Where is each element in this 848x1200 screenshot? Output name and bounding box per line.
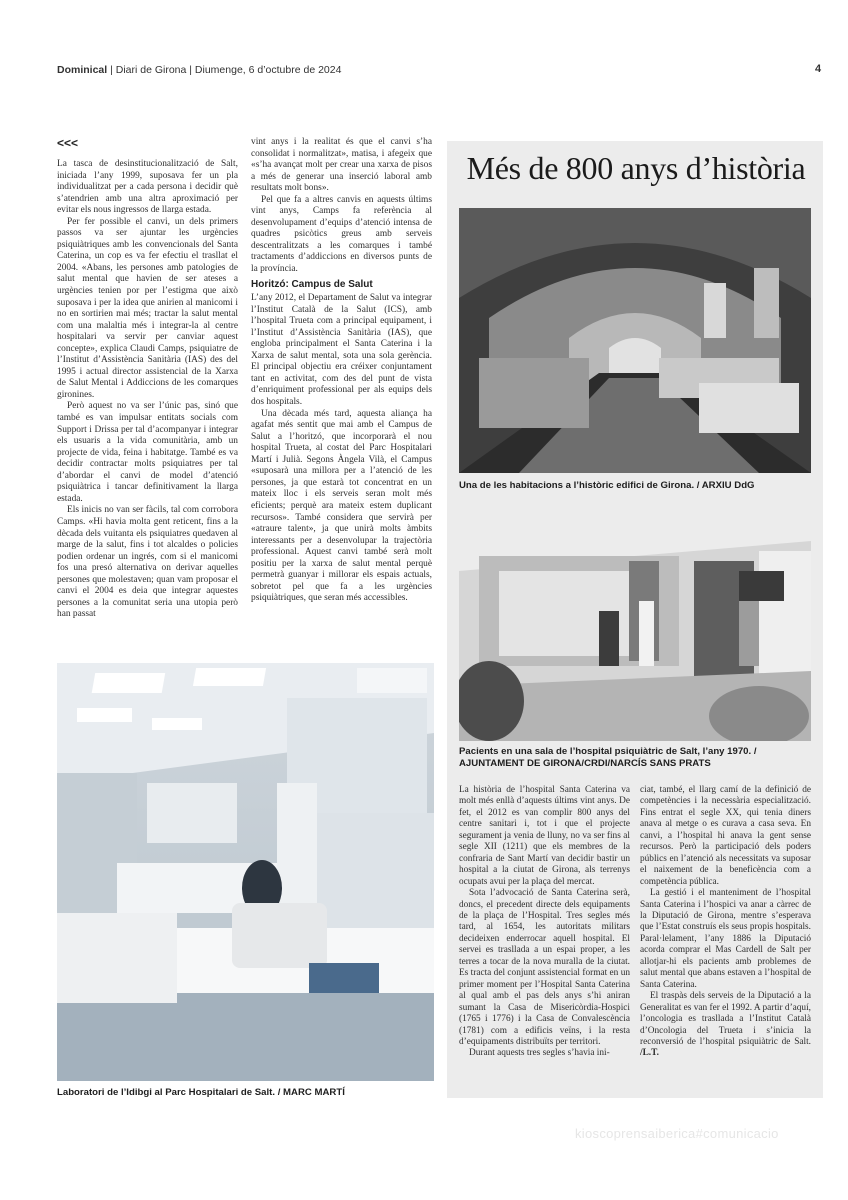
paragraph: Per fer possible el canvi, un dels primers passos va ser ajuntar les urgències psiquiàtriques amb les convencionals del Santa Caterina, un cop es va fer efectiu el trasllat el 2004. «Abans, les persones amb patologies de salut mental que havien de ser ateses a urgències tenien por per l’estigma que això suposava i per la idea que anirien al manicomi i no en sortirien mai més; tractar la salut mental com una malaltia més i integrar-la al centre hospitalari va servir per canviar aquest concepte», explica Claudi Camps, psiquiatre de l’Institut d’Assistència Sanitària (IAS) des del 1995 i actual director assistencial de la Xarxa de Salut Mental i Addiccions de les comarques gironines. <box>57 216 238 400</box>
patients-room-photo <box>459 501 811 741</box>
page-number: 4 <box>815 63 822 75</box>
lab-photo-illustration <box>57 663 434 1081</box>
watermark: kioscoprensaiberica#comunicacio <box>575 1126 779 1141</box>
paragraph: La gestió i el manteniment de l’hospital Santa Caterina i l’hospici va anar a càrrec de la Diputació de Girona, mentre s’esperava que l’Estat construís els seus propis hospitals. Paral·lelament, l’any 1886 la Diputació acorda comprar el Mas Cardell de Salt per allotjar-hi els pacients amb problemes de salut mental que abans estaven a l’hospital de Santa Caterina. <box>640 888 811 990</box>
sidebar-title: Més de 800 anys d’història <box>466 150 806 186</box>
patients-room-caption-credit: AJUNTAMENT DE GIRONA/CRDI/NARCÍS SANS PRATS <box>459 757 711 769</box>
lab-photo-caption: Laboratori de l’Idibgi al Parc Hospitalari de Salt. / MARC MARTÍ <box>57 1087 345 1098</box>
section-name: Dominical <box>57 64 108 76</box>
historic-ward-caption: Una de les habitacions a l’històric edifici de Girona. / ARXIU DdG <box>459 480 755 491</box>
sidebar-column-1 <box>459 785 630 1060</box>
paragraph: Pel que fa a altres canvis en aquests últims vint anys, Camps fa referència al desenvolupament d’equips d’atenció intensa de quadres psicòtics greus amb serveis descentralitzats a les comarques i també tractaments d’addiccions en diversos punts de la província. <box>251 194 432 275</box>
paragraph-text: El traspàs dels serveis de la Diputació a la Generalitat es van fer el 1992. A partir d’aquí, l’oncologia es trasllada a l’Institut Català d’Oncologia del Trueta i s’inicia la reconversió de l’hospital psiquiàtric de Salt. <box>640 991 811 1047</box>
paragraph: vint anys i la realitat és que el canvi s’ha consolidat i normalitzat», matisa, i afegeix que «s’ha avançat molt per crear una xarxa de pisos a més de generar una inserció laboral amb resultats molt bons». <box>251 137 432 194</box>
article-column-2 <box>251 137 432 605</box>
patients-room-caption <box>459 746 819 769</box>
paragraph: La història de l’hospital Santa Caterina va molt més enllà d’aquests últims vint anys. De fet, el 2012 es van complir 800 anys del centre sanitari i, tot i que el projecte segurament ja venia de lluny, no va ser fins al segle XII (1211) que els membres de la confraria de Sant Martí van decidir bastir un hospital a la ciutat de Girona, als terrenys ocupats avui per la plaça del mercat. <box>459 785 630 887</box>
patients-room-caption-text: Pacients en una sala de l’hospital psiquiàtric de Salt, l’any 1970. / <box>459 746 757 757</box>
paragraph: Els inicis no van ser fàcils, tal com corrobora Camps. «Hi havia molta gent reticent, fins a la dècada dels vuitanta els psiquiatres quedaven al marge de la salut, fins i tot alcaldes o policies podien ordenar un ingrés, com si el manicomi fos una presó alternativa on derivar aquelles persones que molestaven; quan vam proposar el canvi el 2004 es deia que integrar aquestes persones a la comunitat seria una utopia però han passat <box>57 505 238 620</box>
paragraph <box>640 991 811 1060</box>
paragraph: La tasca de desinstitucionalització de Salt, iniciada l’any 1999, suposava fer un pla individualitzat per a cada persona i decidir què s’atendrien amb una altra aproximació per evitar els nous ingressos de llarga estada. <box>57 159 238 216</box>
continuation-mark: <<< <box>57 136 79 150</box>
historic-ward-photo <box>459 208 811 473</box>
page-header <box>57 64 341 76</box>
article-column-1 <box>57 159 238 621</box>
patients-room-illustration <box>459 501 811 741</box>
paragraph: L’any 2012, el Departament de Salut va integrar l’Institut Català de la Salut (ICS), amb l’hospital Trueta com a principal equipament, i l’Institut d’Assistència Sanitària (IAS), que engloba principalment el Santa Caterina i la Xarxa de salut mental, sota una sola gerència. El principal objectiu era créixer conjuntament tant en activitat, com des del punt de vista d’enriquiment professional per als equips dels dos hospitals. <box>251 293 432 408</box>
author-signature: /L.T. <box>640 1048 659 1059</box>
sidebar-column-2 <box>640 785 811 1060</box>
lab-photo <box>57 663 434 1081</box>
paragraph: Durant aquests tres segles s’havia ini- <box>469 1048 610 1059</box>
header-info: | Diari de Girona | Diumenge, 6 d’octubre de 2024 <box>107 64 342 76</box>
subheading: Horitzó: Campus de Salut <box>251 278 373 290</box>
paragraph: Una dècada més tard, aquesta aliança ha agafat més sentit que mai amb el Campus de Salut a l’horitzó, que incorporarà el nou hospital Trueta, al costat del Parc Hospitalari Martí i Julià. Segons Àngela Vilà, el Campus «suposarà una millora per a l’atenció de les persones, ja que estarà tot concentrat en un mateix lloc i els serveis seran molt més eficients; perquè ara mateix estem duplicant recursos». També considera que servirà per «atraure talent», ja que unirà molts àmbits interessants per a desenvolupar la trajectòria professional. Aquest canvi també serà molt positiu per la xarxa de salut mental perquè permetrà guanyar i millorar els espais actuals, sobretot pel que fa a les urgències psiquiàtriques, que seran més accessibles. <box>251 408 432 604</box>
paragraph: ciat, també, el llarg camí de la definició de competències i la necessària especialització. Fins entrat el segle XX, qui tenia diners anava al metge o es curava a casa seva. En canvi, a l’hospital hi anava la gent sense recursos. Però la participació dels poders públics en l’atenció als necessitats va suposar el naixement de la beneficència com a competència pública. <box>640 785 811 887</box>
historic-ward-illustration <box>459 208 811 473</box>
paragraph: Sota l’advocació de Santa Caterina serà, doncs, el precedent directe dels equipaments de la plaça de l’Hospital. Tres segles més tard, al 1654, les autoritats militars decideixen enderrocar aquell hospital. El servei es traslladа a un espai proper, a les terres a tocar de la nova muralla de la ciutat. Es tracta del conjunt assistencial format en un primer moment per l’Hospital Santa Caterina al qual amb el pas dels anys s’hi aniran sumant la Casa de Misericòrdia-Hospici (1765 i 1776) i la Casa de Convalescència (1781) com a edificis veïns, i la resta d’equipaments distribuïts per territori. <box>459 888 630 1047</box>
paragraph: Però aquest no va ser l’únic pas, sinó que també es van impulsar entitats socials com Support i Drissa per tal d’acompanyar i integrar els usuaris a la vida comunitària, amb un projecte de vida, feina i habitatge. També es va decidir contractar molts psiquiatres per tal d’abordar el canvi de model d’atenció psiquiàtrica i tancar definitivament la llarga estada. <box>57 401 238 504</box>
